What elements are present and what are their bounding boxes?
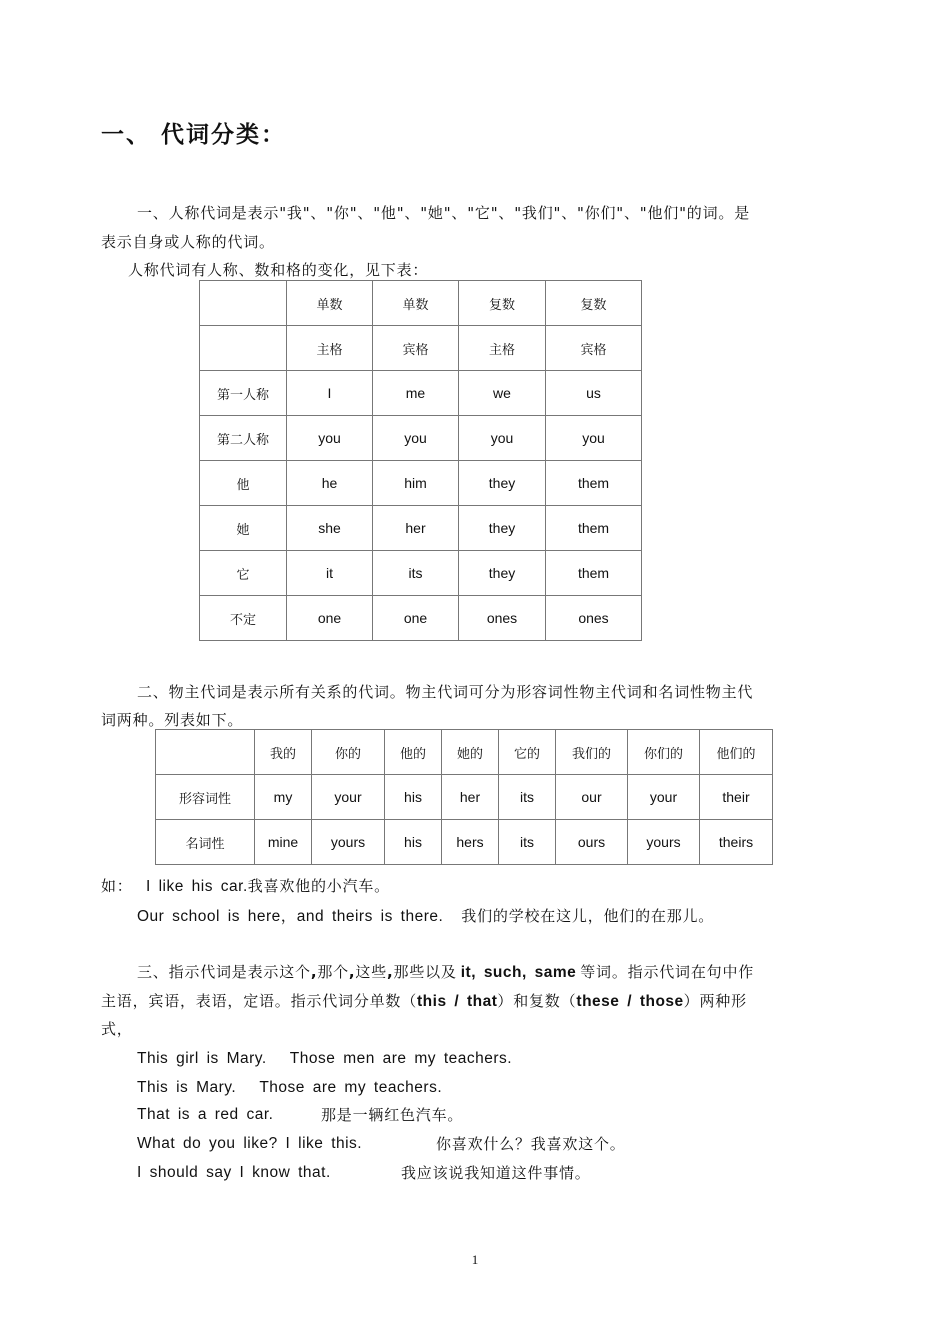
section2-line1: 二、物主代词是表示所有关系的代词。物主代词可分为形容词性物主代词和名词性物主代 [137,683,754,701]
table-cell: you [373,416,459,461]
table-cell: yours [312,820,385,865]
table-cell: 单数 [373,281,459,326]
section3-line3: 式， [101,1020,133,1038]
table-cell [200,326,287,371]
table-cell: 主格 [459,326,546,371]
table-cell: 不定 [200,596,287,641]
table-cell: him [373,461,459,506]
table-cell: their [700,775,773,820]
s3-text: 等词。指示代词在句中作 [580,963,755,981]
example3-5-zh: 我应该说我知道这件事情。 [401,1164,591,1182]
table-cell: 他们的 [700,730,773,775]
example-2-en: Our school is here，and theirs is there. [137,908,444,925]
table-row [156,775,773,820]
table-cell: her [442,775,499,820]
table-cell: 你们的 [628,730,700,775]
table-cell: they [459,506,546,551]
s3-text: 那个 [317,963,349,981]
table-cell: mine [255,820,312,865]
table-cell: we [459,371,546,416]
table-cell: ones [459,596,546,641]
table-cell: 第一人称 [200,371,287,416]
s3-comma: , [387,963,394,981]
example-2-zh: 我们的学校在这儿，他们的在那儿。 [461,907,715,925]
table-cell: 她的 [442,730,499,775]
table-cell: 第二人称 [200,416,287,461]
s3-comma: , [348,963,356,981]
table-cell: they [459,551,546,596]
example3-1 [137,1048,512,1068]
table-cell: its [499,820,556,865]
table-cell: yours [628,820,700,865]
example-1-zh: 我喜欢他的小汽车。 [247,877,390,895]
table-cell: 它 [200,551,287,596]
table-row [200,416,642,461]
table-cell: it [287,551,373,596]
table-cell: them [546,551,642,596]
s3-text: 三、指示代词是表示这个 [137,963,311,981]
table-cell: 她 [200,506,287,551]
s3-plural: these / those [576,993,684,1010]
s3-text: 这些 [355,963,388,981]
example3-2 [137,1077,442,1097]
table-cell: 形容词性 [156,775,255,820]
table-cell: 它的 [499,730,556,775]
table-cell: hers [442,820,499,865]
table-row [200,371,642,416]
possessive-pronoun-table [155,729,773,865]
example-prefix: 如： [101,877,133,895]
table-cell: them [546,461,642,506]
table-cell: theirs [700,820,773,865]
table-cell: his [385,775,442,820]
table-cell: our [556,775,628,820]
table-row [200,551,642,596]
table-cell: me [373,371,459,416]
table-cell: 他 [200,461,287,506]
s3-keywords: it, such, same [460,964,577,981]
example-1-en: I like his car. [146,878,248,895]
section1-line1: 一、人称代词是表示"我"、"你"、"他"、"她"、"它"、"我们"、"你们"、"他们"的词。是 [137,204,750,222]
table-cell: 他的 [385,730,442,775]
example3-2-en: This is Mary. Those are my teachers. [137,1079,443,1096]
table-cell: they [459,461,546,506]
table-cell: its [373,551,459,596]
example3-4-en: What do you like? I like this. [137,1135,363,1152]
table-cell: 主格 [287,326,373,371]
table-cell [200,281,287,326]
table-cell: 我们的 [556,730,628,775]
table-cell: 名词性 [156,820,255,865]
table-cell: she [287,506,373,551]
table-cell: her [373,506,459,551]
table-cell: its [499,775,556,820]
table-cell: them [546,506,642,551]
example-1 [146,875,390,896]
table-cell: your [312,775,385,820]
page-heading: 一、 代词分类： [101,122,287,148]
s3-text: ）和复数（ [497,992,577,1010]
section1-line3: 人称代词有人称、数和格的变化，见下表： [128,261,429,279]
s3-text: ）两种形 [683,992,747,1010]
section3-line2 [101,990,747,1011]
table-cell: 宾格 [546,326,642,371]
table-cell: one [287,596,373,641]
table-cell: ones [546,596,642,641]
example3-1-en: This girl is Mary. Those men are my teachers. [137,1050,513,1067]
table-cell: 单数 [287,281,373,326]
table-cell: you [287,416,373,461]
table-cell: you [459,416,546,461]
s3-comma: , [310,963,318,981]
table-cell: ours [556,820,628,865]
section2-line2: 词两种。列表如下。 [101,711,244,729]
table-cell: 复数 [459,281,546,326]
table-row [200,461,642,506]
page-number: 1 [471,1252,479,1267]
table-cell: 我的 [255,730,312,775]
section3-line1 [137,961,754,982]
table-row [156,730,773,775]
table-cell: I [287,371,373,416]
example3-5 [137,1162,591,1182]
s3-singular: this / that [417,993,498,1010]
table-cell: us [546,371,642,416]
personal-pronoun-table [199,280,642,641]
example3-4 [137,1133,626,1153]
s3-text: 主语，宾语，表语，定语。指示代词分单数（ [101,992,418,1010]
table-row [156,820,773,865]
example3-3 [137,1104,464,1124]
example3-4-zh: 你喜欢什么？我喜欢这个。 [436,1135,626,1153]
s3-text: 那些以及 [393,963,457,981]
table-cell: his [385,820,442,865]
example3-5-en: I should say I know that. [137,1164,331,1181]
table-row [200,506,642,551]
table-cell: you [546,416,642,461]
table-cell: 复数 [546,281,642,326]
table-cell: 宾格 [373,326,459,371]
table-row [200,596,642,641]
example3-3-en: That is a red car. [137,1106,274,1123]
example3-3-zh: 那是一辆红色汽车。 [321,1106,464,1124]
table-row [200,281,642,326]
table-cell: he [287,461,373,506]
table-row [200,326,642,371]
example-2 [137,904,714,926]
section1-line2: 表示自身或人称的代词。 [101,233,275,251]
table-cell: 你的 [312,730,385,775]
table-cell: your [628,775,700,820]
table-cell [156,730,255,775]
table-cell: my [255,775,312,820]
table-cell: one [373,596,459,641]
